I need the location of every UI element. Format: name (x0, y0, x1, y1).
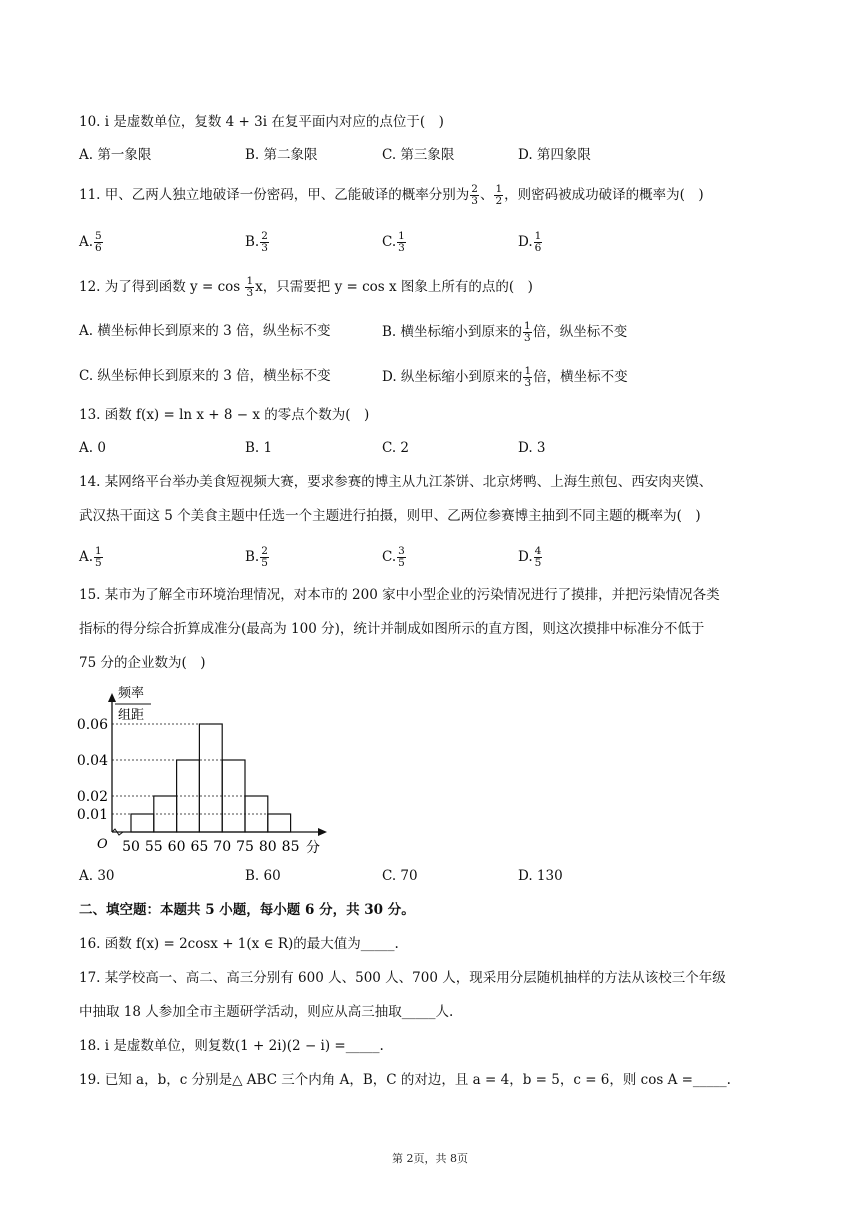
question-11-stem: 11. 甲、乙两人独立地破译一份密码，甲、乙能破译的概率分别为 $\frac{2}{3}$ 、 $\frac{1}{2}$ ，则密码被成功破译的概率为( ) (79, 183, 704, 207)
chart-ylabel-top: 频率 (118, 686, 145, 701)
q12-option-b: B. 横坐标缩小到原来的 $\frac{1}{3}$ 倍，纵坐标不变 (382, 320, 628, 344)
q11-fraction-1: $\frac{2}{3}$ (471, 183, 478, 207)
q10-option-d: D. 第四象限 (518, 147, 591, 163)
q14-option-b: B. $\frac{2}{5}$ (245, 545, 268, 569)
q15-option-a: A. 30 (79, 868, 115, 884)
q12-option-d: D. 纵坐标缩小到原来的 $\frac{1}{3}$ 倍，横坐标不变 (382, 365, 628, 389)
question-17-line-2: 中抽取 18 人参加全市主题研学活动，则应从高三抽取_____人. (79, 1004, 454, 1020)
histogram-chart (75, 685, 340, 860)
x-tick-label-60: 60 (167, 839, 186, 855)
q14-option-c: C. $\frac{3}{5}$ (382, 545, 405, 569)
q11-text-pre: 11. 甲、乙两人独立地破译一份密码，甲、乙能破译的概率分别为 (79, 187, 470, 203)
q13-option-b: B. 1 (245, 440, 273, 456)
q12-option-a: A. 横坐标伸长到原来的 3 倍，纵坐标不变 (79, 323, 331, 339)
q13-option-a: A. 0 (79, 440, 106, 456)
question-13-stem: 13. 函数 f(x) = ln x + 8 − x 的零点个数为( ) (79, 407, 370, 423)
x-tick-label-50: 50 (122, 839, 140, 855)
question-12-stem: 12. 为了得到函数 y = cos $\frac{1}{3}$ x，只需要把 y = cos x 图象上所有的点的( ) (79, 275, 533, 299)
question-14-line-1: 14. 某网络平台举办美食短视频大赛，要求参赛的博主从九江茶饼、北京烤鸭、上海生煎包、西安肉夹馍、 (79, 474, 713, 490)
q12-fraction: $\frac{1}{3}$ (246, 275, 254, 299)
question-19: 19. 已知 a，b，c 分别是△ ABC 三个内角 A，B，C 的对边，且 a = 4，b = 5，c = 6，则 cos A =_____. (79, 1072, 731, 1088)
q11-option-a: A. $\frac{5}{6}$ (79, 230, 102, 254)
q11-text-post: ，则密码被成功破译的概率为( ) (504, 187, 704, 203)
y-tick-label-0.01: 0.01 (76, 807, 108, 823)
q10-option-c: C. 第三象限 (382, 147, 455, 163)
x-tick-label-85: 85 (281, 839, 300, 855)
question-15-line-3: 75 分的企业数为( ) (79, 655, 206, 671)
section-2-heading: 二、填空题：本题共 5 小题，每小题 6 分，共 30 分。 (79, 902, 415, 918)
q14-option-a: A. $\frac{1}{5}$ (79, 545, 102, 569)
q15-option-b: B. 60 (245, 868, 281, 884)
q13-option-c: C. 2 (382, 440, 410, 456)
chart-origin-label: O (97, 837, 108, 852)
x-tick-label-70: 70 (213, 839, 232, 855)
page-footer: 第 2页，共 8页 (392, 1152, 468, 1165)
q11-option-c: C. $\frac{1}{3}$ (382, 230, 405, 254)
question-14-line-2: 武汉热干面这 5 个美食主题中任选一个主题进行拍摄，则甲、乙两位参赛博主抽到不同主题的概率为( ) (79, 508, 701, 524)
q11-option-d: D. $\frac{1}{6}$ (518, 230, 542, 254)
question-15-line-2: 指标的得分综合折算成准分(最高为 100 分)，统计并制成如图所示的直方图，则这次摸排中标准分不低于 (79, 621, 705, 637)
q12-option-c: C. 纵坐标伸长到原来的 3 倍，横坐标不变 (79, 368, 331, 384)
chart-xlabel: 分 (306, 840, 320, 856)
q14-option-d: D. $\frac{4}{5}$ (518, 545, 542, 569)
q11-option-b: B. $\frac{2}{3}$ (245, 230, 268, 254)
question-16: 16. 函数 f(x) = 2cosx + 1(x ∈ R)的最大值为_____. (79, 936, 399, 952)
q10-option-b: B. 第二象限 (245, 147, 318, 163)
q11-fraction-2: $\frac{1}{2}$ (495, 183, 503, 207)
chart-ylabel-bottom: 组距 (118, 708, 145, 723)
question-10-stem: 10. i 是虚数单位，复数 4 + 3i 在复平面内对应的点位于( ) (79, 114, 444, 130)
histogram-bar-80-85 (268, 814, 291, 832)
x-tick-label-75: 75 (236, 839, 254, 855)
histogram-bar-50-55 (131, 814, 154, 832)
y-tick-label-0.02: 0.02 (76, 789, 108, 805)
question-15-line-1: 15. 某市为了解全市环境治理情况，对本市的 200 家中小型企业的污染情况进行了摸排，并把污染情况各类 (79, 587, 720, 603)
x-tick-label-80: 80 (258, 839, 277, 855)
q10-option-a: A. 第一象限 (79, 147, 152, 163)
q15-option-c: C. 70 (382, 868, 418, 884)
q13-option-d: D. 3 (518, 440, 546, 456)
question-17-line-1: 17. 某学校高一、高二、高三分别有 600 人、500 人、700 人，现采用分层随机抽样的方法从该校三个年级 (79, 970, 726, 986)
histogram-bar-65-70 (199, 724, 222, 832)
question-18: 18. i 是虚数单位，则复数(1 + 2i)(2 − i) =_____. (79, 1038, 384, 1054)
y-tick-label-0.06: 0.06 (76, 717, 108, 733)
y-tick-label-0.04: 0.04 (76, 753, 108, 769)
q15-option-d: D. 130 (518, 868, 563, 884)
x-tick-label-55: 55 (144, 839, 163, 855)
x-tick-label-65: 65 (190, 839, 209, 855)
